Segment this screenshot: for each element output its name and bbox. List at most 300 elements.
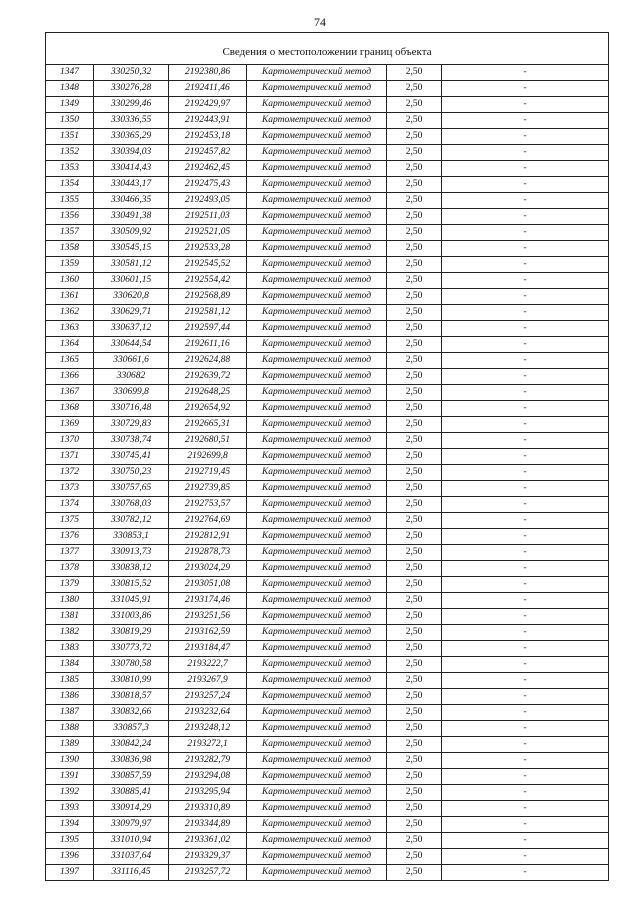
x-coordinate-cell: 330757,65 [94,481,169,497]
x-coordinate-cell: 330738,74 [94,433,169,449]
method-cell: Картометрический метод [247,577,387,593]
table-row [46,769,609,785]
point-number-cell: 1365 [46,353,94,369]
table-row [46,97,609,113]
y-coordinate-cell: 2192665,31 [169,417,247,433]
method-cell: Картометрический метод [247,465,387,481]
y-coordinate-cell: 2193329,37 [169,849,247,865]
table-row [46,241,609,257]
note-cell: - [442,193,609,209]
y-coordinate-cell: 2192597,44 [169,321,247,337]
y-coordinate-cell: 2192624,88 [169,353,247,369]
accuracy-cell: 2,50 [387,193,442,209]
accuracy-cell: 2,50 [387,385,442,401]
method-cell: Картометрический метод [247,209,387,225]
accuracy-cell: 2,50 [387,97,442,113]
accuracy-cell: 2,50 [387,401,442,417]
table-row [46,113,609,129]
page-number: 74 [314,15,326,29]
point-number-cell: 1393 [46,801,94,817]
y-coordinate-cell: 2192680,51 [169,433,247,449]
accuracy-cell: 2,50 [387,817,442,833]
note-cell: - [442,657,609,673]
x-coordinate-cell: 331116,45 [94,865,169,881]
x-coordinate-cell: 331003,86 [94,609,169,625]
method-cell: Картометрический метод [247,529,387,545]
point-number-cell: 1366 [46,369,94,385]
method-cell: Картометрический метод [247,657,387,673]
point-number-cell: 1382 [46,625,94,641]
x-coordinate-cell: 330250,32 [94,65,169,81]
x-coordinate-cell: 330857,3 [94,721,169,737]
point-number-cell: 1349 [46,97,94,113]
note-cell: - [442,353,609,369]
accuracy-cell: 2,50 [387,225,442,241]
point-number-cell: 1384 [46,657,94,673]
note-cell: - [442,97,609,113]
point-number-cell: 1375 [46,513,94,529]
x-coordinate-cell: 330782,12 [94,513,169,529]
method-cell: Картометрический метод [247,401,387,417]
y-coordinate-cell: 2192380,86 [169,65,247,81]
point-number-cell: 1363 [46,321,94,337]
y-coordinate-cell: 2193248,12 [169,721,247,737]
y-coordinate-cell: 2192443,91 [169,113,247,129]
accuracy-cell: 2,50 [387,625,442,641]
table-row [46,721,609,737]
x-coordinate-cell: 330299,46 [94,97,169,113]
y-coordinate-cell: 2192511,03 [169,209,247,225]
note-cell: - [442,305,609,321]
accuracy-cell: 2,50 [387,801,442,817]
y-coordinate-cell: 2192753,57 [169,497,247,513]
x-coordinate-cell: 330716,48 [94,401,169,417]
accuracy-cell: 2,50 [387,497,442,513]
note-cell: - [442,529,609,545]
point-number-cell: 1367 [46,385,94,401]
point-number-cell: 1364 [46,337,94,353]
method-cell: Картометрический метод [247,497,387,513]
accuracy-cell: 2,50 [387,65,442,81]
x-coordinate-cell: 330818,57 [94,689,169,705]
y-coordinate-cell: 2192648,25 [169,385,247,401]
point-number-cell: 1385 [46,673,94,689]
x-coordinate-cell: 330601,15 [94,273,169,289]
table-row [46,849,609,865]
note-cell: - [442,673,609,689]
table-row [46,737,609,753]
x-coordinate-cell: 330979,97 [94,817,169,833]
method-cell: Картометрический метод [247,817,387,833]
table-row [46,833,609,849]
point-number-cell: 1381 [46,609,94,625]
note-cell: - [442,369,609,385]
method-cell: Картометрический метод [247,641,387,657]
x-coordinate-cell: 330682 [94,369,169,385]
table-heading-row [46,41,609,65]
accuracy-cell: 2,50 [387,369,442,385]
y-coordinate-cell: 2192453,18 [169,129,247,145]
note-cell: - [442,577,609,593]
x-coordinate-cell: 330832,66 [94,705,169,721]
x-coordinate-cell: 331010,94 [94,833,169,849]
point-number-cell: 1354 [46,177,94,193]
point-number-cell: 1352 [46,145,94,161]
point-number-cell: 1396 [46,849,94,865]
accuracy-cell: 2,50 [387,417,442,433]
x-coordinate-cell: 330629,71 [94,305,169,321]
note-cell: - [442,449,609,465]
table-row [46,817,609,833]
y-coordinate-cell: 2193310,89 [169,801,247,817]
method-cell: Картометрический метод [247,849,387,865]
point-number-cell: 1358 [46,241,94,257]
method-cell: Картометрический метод [247,241,387,257]
table-row [46,609,609,625]
y-coordinate-cell: 2192611,16 [169,337,247,353]
y-coordinate-cell: 2192581,12 [169,305,247,321]
method-cell: Картометрический метод [247,65,387,81]
point-number-cell: 1362 [46,305,94,321]
method-cell: Картометрический метод [247,433,387,449]
accuracy-cell: 2,50 [387,289,442,305]
table-row [46,705,609,721]
method-cell: Картометрический метод [247,257,387,273]
table-row [46,193,609,209]
x-coordinate-cell: 330620,8 [94,289,169,305]
table-row [46,481,609,497]
y-coordinate-cell: 2192554,42 [169,273,247,289]
note-cell: - [442,337,609,353]
y-coordinate-cell: 2192878,73 [169,545,247,561]
x-coordinate-cell: 330545,15 [94,241,169,257]
y-coordinate-cell: 2192457,82 [169,145,247,161]
point-number-cell: 1359 [46,257,94,273]
method-cell: Картометрический метод [247,289,387,305]
point-number-cell: 1397 [46,865,94,881]
note-cell: - [442,113,609,129]
x-coordinate-cell: 330815,52 [94,577,169,593]
note-cell: - [442,737,609,753]
method-cell: Картометрический метод [247,193,387,209]
accuracy-cell: 2,50 [387,273,442,289]
accuracy-cell: 2,50 [387,129,442,145]
x-coordinate-cell: 330780,58 [94,657,169,673]
accuracy-cell: 2,50 [387,305,442,321]
note-cell: - [442,817,609,833]
x-coordinate-cell: 330750,23 [94,465,169,481]
note-cell: - [442,545,609,561]
table-row [46,593,609,609]
point-number-cell: 1357 [46,225,94,241]
method-cell: Картометрический метод [247,353,387,369]
accuracy-cell: 2,50 [387,241,442,257]
point-number-cell: 1392 [46,785,94,801]
point-number-cell: 1360 [46,273,94,289]
x-coordinate-cell: 330414,43 [94,161,169,177]
accuracy-cell: 2,50 [387,737,442,753]
accuracy-cell: 2,50 [387,145,442,161]
table-row [46,337,609,353]
note-cell: - [442,801,609,817]
note-cell: - [442,481,609,497]
table-row [46,81,609,97]
method-cell: Картометрический метод [247,449,387,465]
y-coordinate-cell: 2193272,1 [169,737,247,753]
point-number-cell: 1391 [46,769,94,785]
point-number-cell: 1376 [46,529,94,545]
point-number-cell: 1368 [46,401,94,417]
accuracy-cell: 2,50 [387,337,442,353]
accuracy-cell: 2,50 [387,545,442,561]
table-row [46,321,609,337]
point-number-cell: 1353 [46,161,94,177]
note-cell: - [442,225,609,241]
accuracy-cell: 2,50 [387,321,442,337]
y-coordinate-cell: 2192521,05 [169,225,247,241]
x-coordinate-cell: 330745,41 [94,449,169,465]
method-cell: Картометрический метод [247,705,387,721]
table-top-spacer [46,33,609,42]
y-coordinate-cell: 2193222,7 [169,657,247,673]
accuracy-cell: 2,50 [387,529,442,545]
table-row [46,641,609,657]
point-number-cell: 1379 [46,577,94,593]
x-coordinate-cell: 330853,1 [94,529,169,545]
boundary-coordinates-table [45,32,609,881]
point-number-cell: 1351 [46,129,94,145]
y-coordinate-cell: 2193184,47 [169,641,247,657]
x-coordinate-cell: 330810,99 [94,673,169,689]
accuracy-cell: 2,50 [387,177,442,193]
x-coordinate-cell: 330836,98 [94,753,169,769]
accuracy-cell: 2,50 [387,705,442,721]
table-row [46,545,609,561]
note-cell: - [442,161,609,177]
x-coordinate-cell: 330276,28 [94,81,169,97]
method-cell: Картометрический метод [247,369,387,385]
x-coordinate-cell: 330885,41 [94,785,169,801]
table-row [46,417,609,433]
table-row [46,657,609,673]
note-cell: - [442,241,609,257]
accuracy-cell: 2,50 [387,433,442,449]
table-row [46,65,609,81]
point-number-cell: 1356 [46,209,94,225]
table-row [46,305,609,321]
accuracy-cell: 2,50 [387,753,442,769]
table-row [46,209,609,225]
note-cell: - [442,321,609,337]
method-cell: Картометрический метод [247,721,387,737]
x-coordinate-cell: 330699,8 [94,385,169,401]
y-coordinate-cell: 2193232,64 [169,705,247,721]
table-row [46,353,609,369]
note-cell: - [442,65,609,81]
x-coordinate-cell: 330443,17 [94,177,169,193]
note-cell: - [442,689,609,705]
x-coordinate-cell: 330509,92 [94,225,169,241]
method-cell: Картометрический метод [247,801,387,817]
table-row [46,273,609,289]
table-row [46,129,609,145]
x-coordinate-cell: 330581,12 [94,257,169,273]
y-coordinate-cell: 2192545,52 [169,257,247,273]
method-cell: Картометрический метод [247,129,387,145]
note-cell: - [442,257,609,273]
accuracy-cell: 2,50 [387,81,442,97]
method-cell: Картометрический метод [247,737,387,753]
method-cell: Картометрический метод [247,753,387,769]
point-number-cell: 1377 [46,545,94,561]
note-cell: - [442,609,609,625]
note-cell: - [442,417,609,433]
x-coordinate-cell: 331037,64 [94,849,169,865]
note-cell: - [442,641,609,657]
method-cell: Картометрический метод [247,561,387,577]
point-number-cell: 1371 [46,449,94,465]
method-cell: Картометрический метод [247,625,387,641]
x-coordinate-cell: 330729,83 [94,417,169,433]
table-row [46,513,609,529]
note-cell: - [442,721,609,737]
method-cell: Картометрический метод [247,545,387,561]
x-coordinate-cell: 330913,73 [94,545,169,561]
table-row [46,369,609,385]
y-coordinate-cell: 2193174,46 [169,593,247,609]
y-coordinate-cell: 2192429,97 [169,97,247,113]
note-cell: - [442,81,609,97]
y-coordinate-cell: 2192699,8 [169,449,247,465]
y-coordinate-cell: 2192812,91 [169,529,247,545]
point-number-cell: 1380 [46,593,94,609]
point-number-cell: 1372 [46,465,94,481]
y-coordinate-cell: 2192654,92 [169,401,247,417]
table-row [46,561,609,577]
method-cell: Картометрический метод [247,161,387,177]
table-row [46,497,609,513]
note-cell: - [442,753,609,769]
table-row [46,529,609,545]
note-cell: - [442,177,609,193]
method-cell: Картометрический метод [247,417,387,433]
point-number-cell: 1369 [46,417,94,433]
note-cell: - [442,865,609,881]
method-cell: Картометрический метод [247,273,387,289]
x-coordinate-cell: 330914,29 [94,801,169,817]
method-cell: Картометрический метод [247,81,387,97]
method-cell: Картометрический метод [247,513,387,529]
method-cell: Картометрический метод [247,337,387,353]
accuracy-cell: 2,50 [387,449,442,465]
y-coordinate-cell: 2192411,46 [169,81,247,97]
y-coordinate-cell: 2192719,45 [169,465,247,481]
accuracy-cell: 2,50 [387,865,442,881]
accuracy-cell: 2,50 [387,481,442,497]
method-cell: Картометрический метод [247,177,387,193]
table-row [46,385,609,401]
method-cell: Картометрический метод [247,385,387,401]
table-row [46,225,609,241]
accuracy-cell: 2,50 [387,113,442,129]
note-cell: - [442,385,609,401]
x-coordinate-cell: 330336,55 [94,113,169,129]
table-row [46,401,609,417]
accuracy-cell: 2,50 [387,161,442,177]
point-number-cell: 1395 [46,833,94,849]
table-row [46,465,609,481]
accuracy-cell: 2,50 [387,609,442,625]
accuracy-cell: 2,50 [387,561,442,577]
method-cell: Картометрический метод [247,97,387,113]
accuracy-cell: 2,50 [387,849,442,865]
point-number-cell: 1373 [46,481,94,497]
y-coordinate-cell: 2193257,24 [169,689,247,705]
x-coordinate-cell: 330637,12 [94,321,169,337]
accuracy-cell: 2,50 [387,593,442,609]
note-cell: - [442,561,609,577]
accuracy-cell: 2,50 [387,785,442,801]
point-number-cell: 1386 [46,689,94,705]
x-coordinate-cell: 330661,6 [94,353,169,369]
point-number-cell: 1383 [46,641,94,657]
y-coordinate-cell: 2192493,05 [169,193,247,209]
table-row [46,865,609,881]
y-coordinate-cell: 2193295,94 [169,785,247,801]
x-coordinate-cell: 330365,29 [94,129,169,145]
table-row [46,577,609,593]
table-row [46,177,609,193]
x-coordinate-cell: 330768,03 [94,497,169,513]
y-coordinate-cell: 2192639,72 [169,369,247,385]
note-cell: - [442,129,609,145]
point-number-cell: 1390 [46,753,94,769]
point-number-cell: 1350 [46,113,94,129]
method-cell: Картометрический метод [247,305,387,321]
y-coordinate-cell: 2193267,9 [169,673,247,689]
point-number-cell: 1388 [46,721,94,737]
method-cell: Картометрический метод [247,593,387,609]
x-coordinate-cell: 330644,54 [94,337,169,353]
y-coordinate-cell: 2193344,89 [169,817,247,833]
table-top-spacer-row [46,33,609,42]
note-cell: - [442,849,609,865]
x-coordinate-cell: 330857,59 [94,769,169,785]
point-number-cell: 1347 [46,65,94,81]
table-row [46,625,609,641]
note-cell: - [442,769,609,785]
note-cell: - [442,401,609,417]
note-cell: - [442,625,609,641]
method-cell: Картометрический метод [247,833,387,849]
x-coordinate-cell: 330819,29 [94,625,169,641]
note-cell: - [442,209,609,225]
point-number-cell: 1387 [46,705,94,721]
point-number-cell: 1378 [46,561,94,577]
accuracy-cell: 2,50 [387,721,442,737]
table-row [46,145,609,161]
accuracy-cell: 2,50 [387,465,442,481]
x-coordinate-cell: 330491,38 [94,209,169,225]
note-cell: - [442,145,609,161]
method-cell: Картометрический метод [247,689,387,705]
y-coordinate-cell: 2193294,08 [169,769,247,785]
table-row [46,449,609,465]
method-cell: Картометрический метод [247,673,387,689]
point-number-cell: 1394 [46,817,94,833]
accuracy-cell: 2,50 [387,577,442,593]
method-cell: Картометрический метод [247,865,387,881]
